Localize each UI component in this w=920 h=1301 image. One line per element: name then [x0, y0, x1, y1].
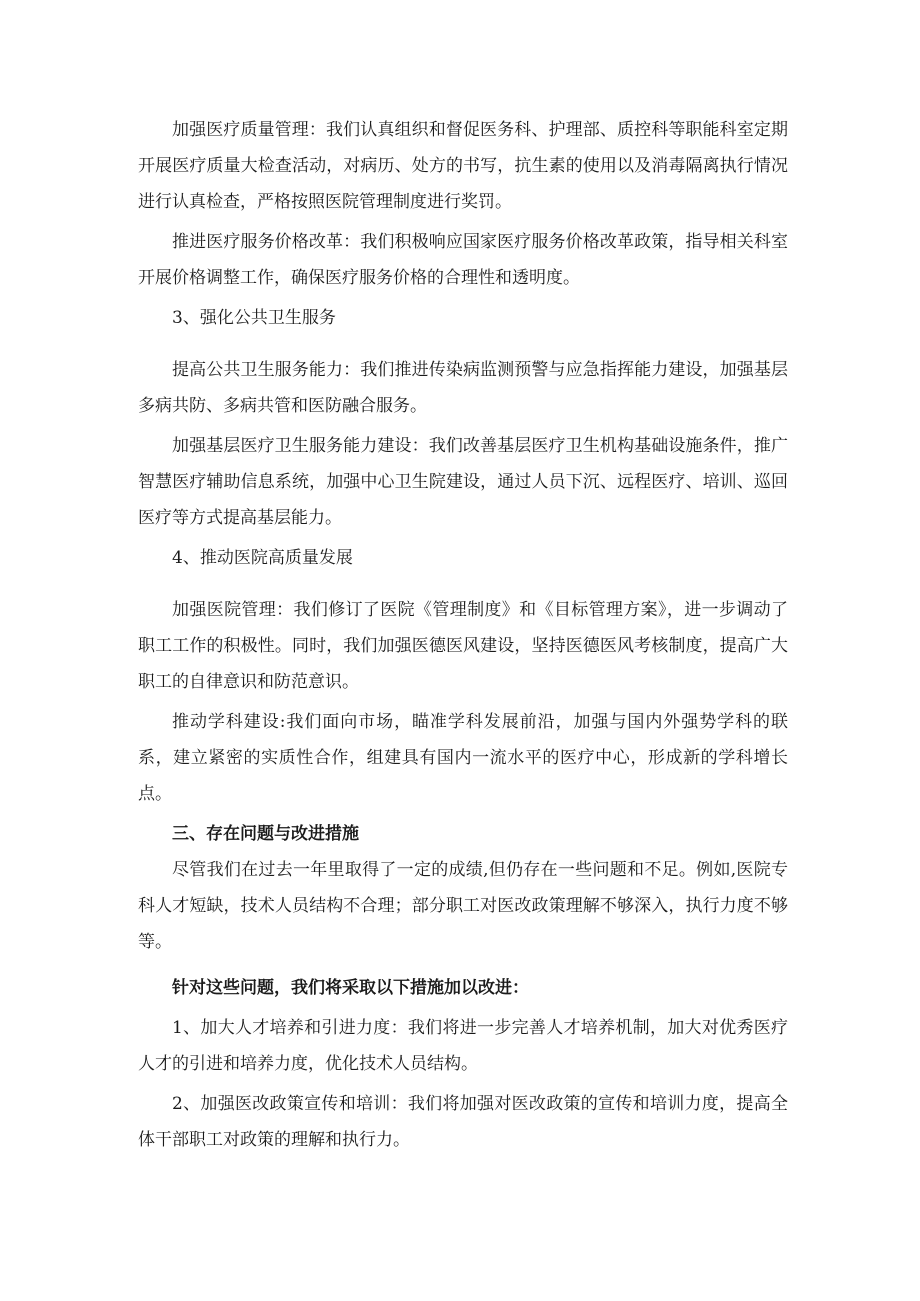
paragraph-measure-1: 1、加大人才培养和引进力度：我们将进一步完善人才培养机制，加大对优秀医疗人才的引进和培养力度，优化技术人员结构。: [138, 1018, 788, 1074]
heading-public-health: 3、强化公共卫生服务: [172, 308, 336, 328]
heading-problems-improvements: 三、存在问题与改进措施: [172, 824, 359, 844]
heading-hospital-development: 4、推动医院高质量发展: [172, 548, 353, 568]
paragraph-measures-intro: 针对这些问题，我们将采取以下措施加以改进：: [172, 978, 529, 998]
paragraph-discipline-construction: 推动学科建设:我们面向市场，瞄准学科发展前沿，加强与国内外强势学科的联系，建立紧密的实质性合作，组建具有国内一流水平的医疗中心，形成新的学科增长点。: [138, 712, 788, 804]
document-page: [138, 112, 788, 1158]
paragraph-problems: 尽管我们在过去一年里取得了一定的成绩,但仍存在一些问题和不足。例如,医院专科人才短缺，技术人员结构不合理；部分职工对医改政策理解不够深入，执行力度不够等。: [138, 860, 788, 952]
paragraph-measure-2: 2、加强医改政策宣传和培训：我们将加强对医改政策的宣传和培训力度，提高全体干部职工对政策的理解和执行力。: [138, 1094, 788, 1150]
paragraph-price-reform: 推进医疗服务价格改革：我们积极响应国家医疗服务价格改革政策，指导相关科室开展价格调整工作，确保医疗服务价格的合理性和透明度。: [138, 232, 788, 288]
paragraph-grassroots-capacity: 加强基层医疗卫生服务能力建设：我们改善基层医疗卫生机构基础设施条件，推广智慧医疗辅助信息系统，加强中心卫生院建设，通过人员下沉、远程医疗、培训、巡回医疗等方式提高基层能力。: [138, 436, 788, 528]
paragraph-medical-quality: 加强医疗质量管理：我们认真组织和督促医务科、护理部、质控科等职能科室定期开展医疗质量大检查活动，对病历、处方的书写，抗生素的使用以及消毒隔离执行情况进行认真检查，严格按照医院管理制度进行奖罚。: [138, 120, 788, 212]
paragraph-hospital-management: 加强医院管理：我们修订了医院《管理制度》和《目标管理方案》，进一步调动了职工工作的积极性。同时，我们加强医德医风建设，坚持医德医风考核制度，提高广大职工的自律意识和防范意识。: [138, 600, 788, 692]
paragraph-public-health-capacity: 提高公共卫生服务能力：我们推进传染病监测预警与应急指挥能力建设，加强基层多病共防、多病共管和医防融合服务。: [138, 360, 788, 416]
